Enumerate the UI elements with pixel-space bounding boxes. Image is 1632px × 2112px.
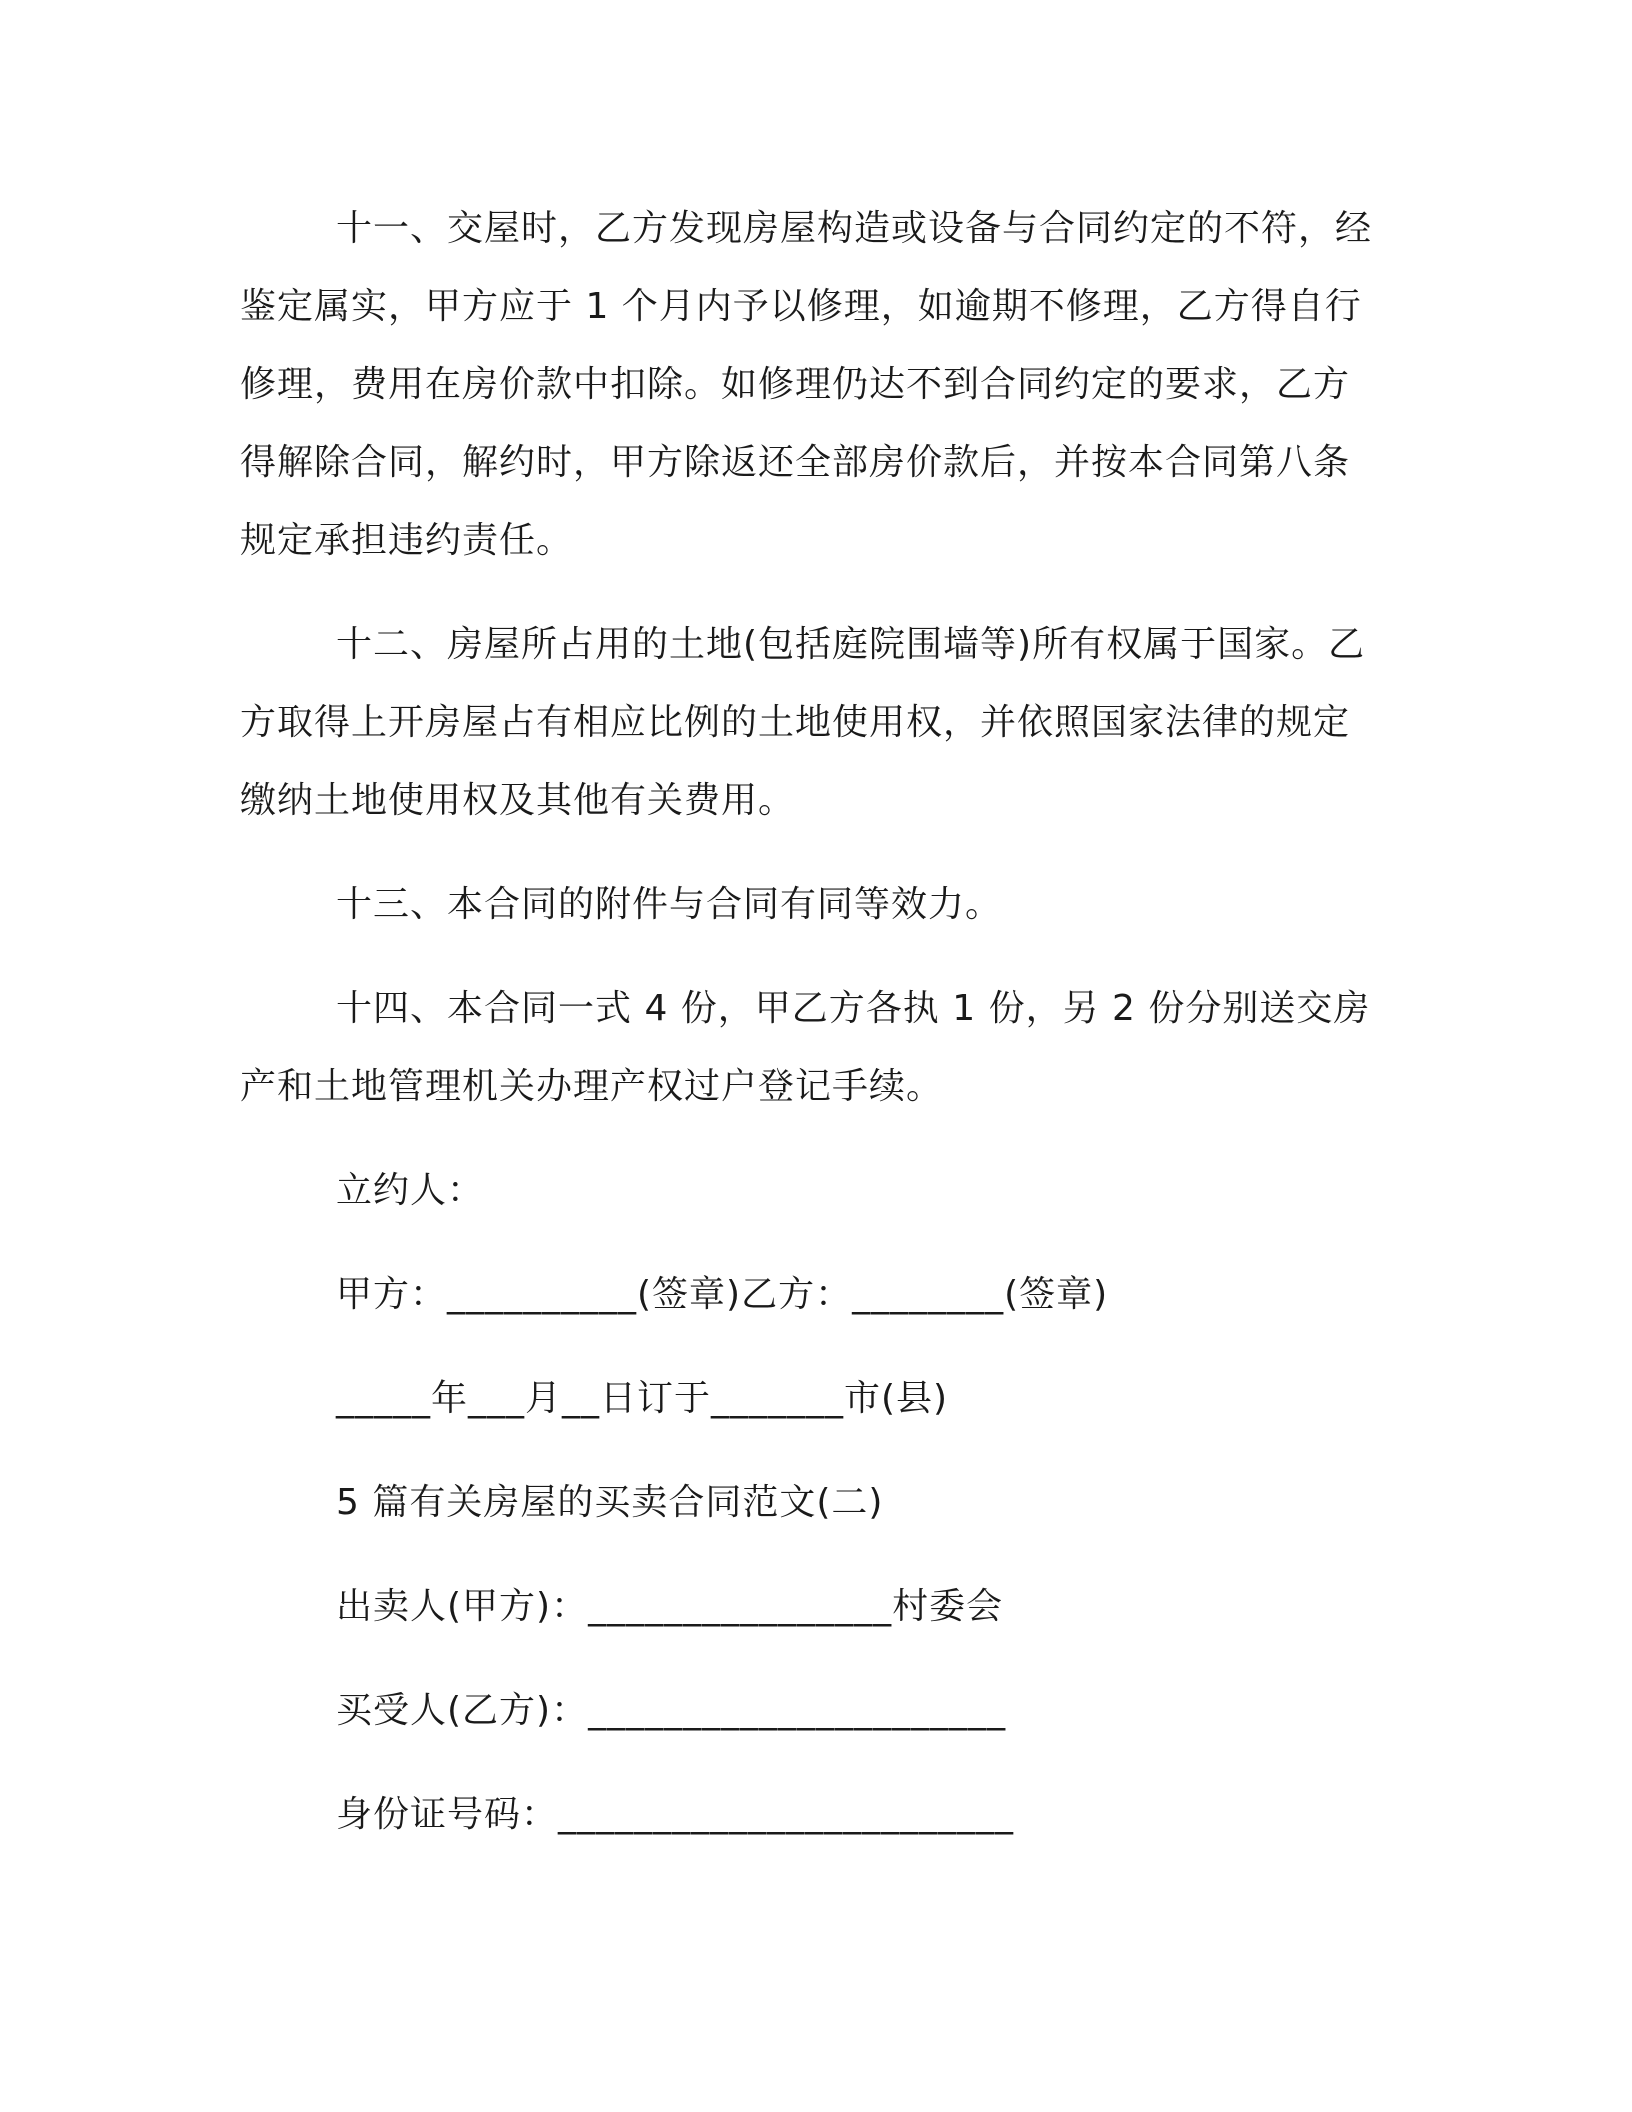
clause-12: 十二、房屋所占用的土地(包括庭院围墙等)所有权属于国家。乙方取得上开房屋占有相应比例的土地使用权，并依照国家法律的规定缴纳土地使用权及其他有关费用。 — [240, 624, 1366, 821]
clause-13: 十三、本合同的附件与合同有同等效力。 — [336, 884, 1003, 925]
buyer-line: 买受人(乙方)：______________________ — [336, 1690, 1007, 1731]
signatories-label: 立约人： — [336, 1170, 485, 1211]
id-number-line: 身份证号码：________________________ — [336, 1794, 1015, 1835]
clause-14: 十四、本合同一式 4 份，甲乙方各执 1 份，另 2 份分别送交房产和土地管理机关办理产权过户登记手续。 — [240, 988, 1371, 1107]
date-line: _____年___月__日订于_______市(县) — [336, 1378, 949, 1419]
document-page — [240, 190, 1380, 1880]
section-title: 5 篇有关房屋的买卖合同范文(二) — [336, 1482, 884, 1523]
clause-11: 十一、交屋时，乙方发现房屋构造或设备与合同约定的不符，经鉴定属实，甲方应于 1 个月内予以修理，如逾期不修理，乙方得自行修理，费用在房价款中扣除。如修理仍达不到合同约定的要求，乙方得解除合同，解约时，甲方除返还全部房价款后，并按本合同第八条规定承担违约责任。 — [240, 208, 1373, 561]
seller-line: 出卖人(甲方)：________________村委会 — [336, 1586, 1004, 1627]
signature-line: 甲方：__________(签章)乙方：________(签章) — [336, 1274, 1109, 1315]
